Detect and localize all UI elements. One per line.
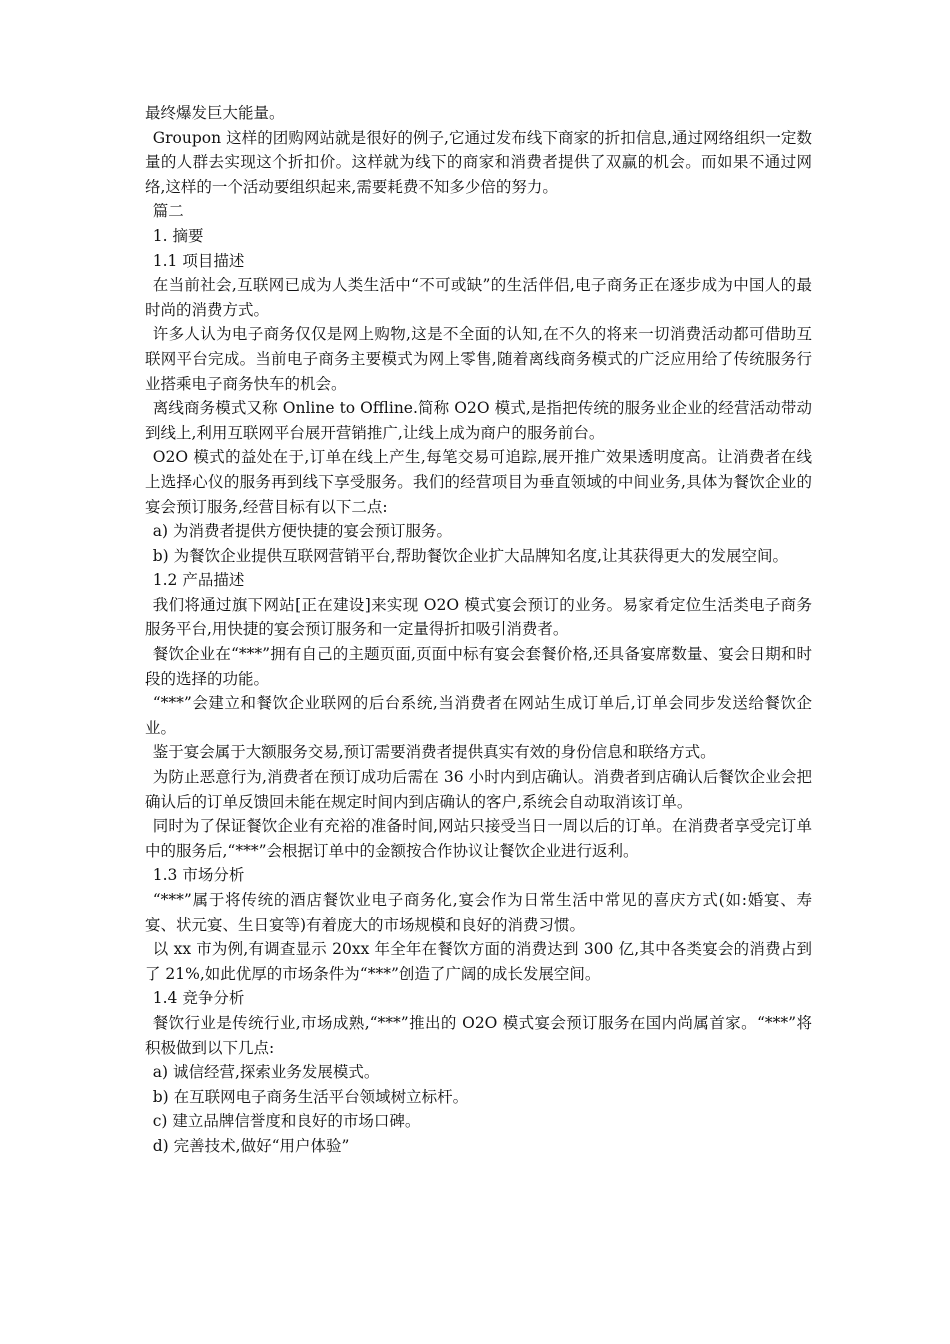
paragraph: “***”会建立和餐饮企业联网的后台系统,当消费者在网站生成订单后,订单会同步发送给餐饮企业。 [145, 694, 812, 737]
paragraph: 鉴于宴会属于大额服务交易,预订需要消费者提供真实有效的身份信息和联络方式。 [152, 743, 716, 762]
subsection-heading: 1.1 项目描述 [152, 251, 245, 270]
list-item: b) 为餐饮企业提供互联网营销平台,帮助餐饮企业扩大品牌知名度,让其获得更大的发展空间。 [152, 546, 789, 565]
subsection-heading: 1.3 市场分析 [152, 866, 245, 885]
paragraph: 许多人认为电子商务仅仅是网上购物,这是不全面的认知,在不久的将来一切消费活动都可借助互联网平台完成。当前电子商务主要模式为网上零售,随着离线商务模式的广泛应用给了传统服务行业搭乘电子商务快车的机会。 [145, 325, 812, 393]
paragraph: 餐饮行业是传统行业,市场成熟,“***”推出的 O2O 模式宴会预订服务在国内尚属首家。“***”将积极做到以下几点: [145, 1013, 812, 1057]
subsection-heading: 1.4 竞争分析 [152, 989, 245, 1008]
paragraph: 以 xx 市为例,有调查显示 20xx 年全年在餐饮方面的消费达到 300 亿,其中各类宴会的消费占到了 21%,如此优厚的市场条件为“***”创造了广阔的成长发展空间。 [145, 940, 812, 983]
section-heading: 篇二 [152, 202, 184, 221]
paragraph: 同时为了保证餐饮企业有充裕的准备时间,网站只接受当日一周以后的订单。在消费者享受完订单中的服务后,“***”会根据订单中的金额按合作协议让餐饮企业进行返利。 [145, 817, 812, 860]
paragraph: Groupon 这样的团购网站就是很好的例子,它通过发布线下商家的折扣信息,通过网络组织一定数量的人群去实现这个折扣价。这样就为线下的商家和消费者提供了双赢的机会。而如果不通过网络,这样的一个活动要组织起来,需要耗费不知多少倍的努力。 [145, 128, 812, 196]
list-item: a) 诚信经营,探索业务发展模式。 [152, 1063, 380, 1082]
paragraph: 我们将通过旗下网站[正在建设]来实现 O2O 模式宴会预订的业务。易家肴定位生活类电子商务服务平台,用快捷的宴会预订服务和一定量得折扣吸引消费者。 [145, 595, 812, 639]
paragraph: 离线商务模式又称 Online to Offline.简称 O2O 模式,是指把传统的服务业企业的经营活动带动到线上,利用互联网平台展开营销推广,让线上成为商户的服务前台。 [145, 399, 812, 442]
paragraph: O2O 模式的益处在于,订单在线上产生,每笔交易可追踪,展开推广效果透明度高。让消费者在线上选择心仪的服务再到线下享受服务。我们的经营项目为垂直领域的中间业务,具体为餐饮企业的宴会预订服务,经营目标有以下二点: [145, 448, 812, 516]
list-item: b) 在互联网电子商务生活平台领域树立标杆。 [152, 1087, 469, 1106]
list-item: a) 为消费者提供方便快捷的宴会预订服务。 [152, 522, 452, 541]
document-body [145, 101, 812, 1159]
list-item: c) 建立品牌信誉度和良好的市场口碑。 [152, 1112, 421, 1131]
subsection-heading: 1.2 产品描述 [152, 571, 245, 590]
list-item: d) 完善技术,做好“用户体验” [152, 1136, 350, 1155]
paragraph: 餐饮企业在“***”拥有自己的主题页面,页面中标有宴会套餐价格,还具备宴席数量、宴会日期和时段的选择的功能。 [145, 645, 812, 688]
paragraph: 在当前社会,互联网已成为人类生活中“不可或缺”的生活伴侣,电子商务正在逐步成为中国人的最时尚的消费方式。 [145, 276, 812, 319]
paragraph: “***”属于将传统的酒店餐饮业电子商务化,宴会作为日常生活中常见的喜庆方式(如:婚宴、寿宴、状元宴、生日宴等)有着庞大的市场规模和良好的消费习惯。 [145, 891, 812, 934]
section-heading: 1. 摘要 [152, 226, 204, 245]
paragraph: 为防止恶意行为,消费者在预订成功后需在 36 小时内到店确认。消费者到店确认后餐饮企业会把确认后的订单反馈回未能在规定时间内到店确认的客户,系统会自动取消该订单。 [145, 768, 812, 811]
paragraph: 最终爆发巨大能量。 [145, 104, 285, 122]
